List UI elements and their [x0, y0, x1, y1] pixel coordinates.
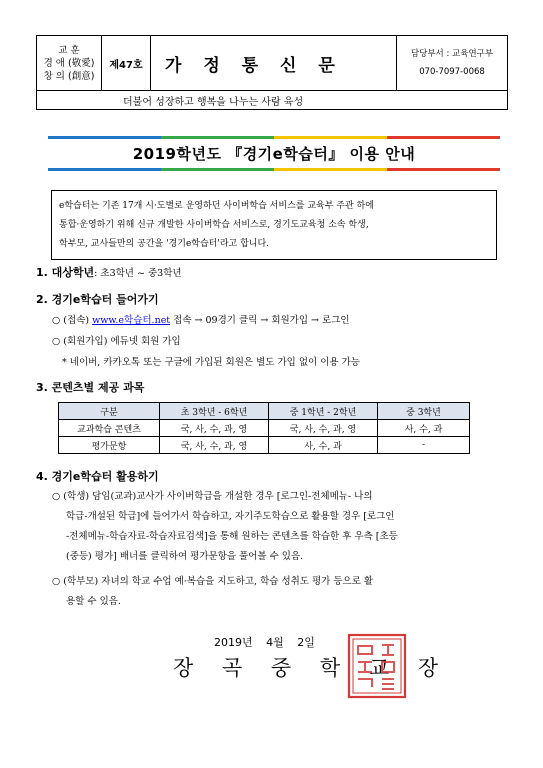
motto-label: 교 훈: [58, 44, 80, 56]
table-cell: 평가문항: [59, 437, 160, 454]
motto-cell: [37, 36, 102, 91]
parent-paragraph: [52, 572, 512, 612]
table-cell: 국, 사, 수, 과, 영: [160, 437, 269, 454]
table-cell: 사, 수, 과: [269, 437, 378, 454]
access-prefix: ○ (접속): [52, 315, 93, 326]
access-line: [52, 312, 350, 326]
table-cell: -: [378, 437, 470, 454]
subjects-table: [58, 402, 470, 454]
student-line-1: ○ (학생) 담임(교과)교사가 사이버학급을 개설한 경우 [로그인-전체메뉴- 나의: [52, 491, 373, 502]
intro-line-2: 통합·운영하기 위해 신규 개발한 사이버학습 서비스로, 경기도교육청 소속 학생,: [59, 220, 369, 230]
parent-line-1: ○ (학부모) 자녀의 학교 수업 예·복습을 지도하고, 학습 성취도 평가 등으로 활: [52, 576, 374, 587]
issue-number: 제47호: [102, 36, 151, 91]
newsletter-title: 가 정 통 신 문: [151, 36, 397, 91]
student-paragraph: [52, 487, 512, 567]
dept-name: 담당부서 : 교육연구부: [410, 49, 494, 59]
access-suffix: 접속 → 09경기 클릭 → 회원가입 → 로그인: [170, 315, 350, 326]
section-3-heading: 3. 콘텐츠별 제공 과목: [36, 381, 145, 394]
motto-line-2: 창 의 (創意): [43, 70, 95, 82]
school-seal-icon: [346, 632, 408, 700]
header-cell: 구분: [59, 403, 160, 420]
intro-box: [51, 190, 497, 260]
section-4-heading: 4. 경기e학습터 활용하기: [36, 470, 159, 483]
parent-line-2: 용할 수 있음.: [66, 596, 121, 607]
section-1-heading: 1. 대상학년: [36, 266, 95, 279]
dept-cell: [397, 36, 508, 91]
header-cell: 초 3학년 - 6학년: [160, 403, 269, 420]
table-row: [59, 420, 470, 437]
section-2-heading: 2. 경기e학습터 들어가기: [36, 293, 159, 306]
signup-line: ○ (회원가입) 에듀넷 회원 가입: [52, 336, 181, 347]
student-line-2: 학급-개설된 학급]에 들어가서 학습하고, 자기주도학습으로 활용할 경우 [로그인: [66, 511, 395, 522]
table-cell: 국, 사, 수, 과, 영: [269, 420, 378, 437]
header-cell: 중 1학년 - 2학년: [269, 403, 378, 420]
site-link[interactable]: www.e학습터.net: [92, 315, 171, 326]
section-1-text: : 초3학년 ~ 중3학년: [94, 268, 182, 279]
table-row: [59, 437, 470, 454]
table-header-row: [59, 403, 470, 420]
main-title: 2019학년도 『경기e학습터』 이용 안내: [132, 145, 416, 163]
issue-date: 2019년 4월 2일: [214, 636, 315, 649]
intro-line-1: e학습터는 기존 17개 시·도별로 운영하던 사이버학습 서비스를 교육부 주관 하에: [59, 201, 374, 211]
header-table: [36, 35, 508, 110]
dept-phone: 070-7097-0068: [419, 67, 485, 77]
color-bar-bottom: [48, 168, 500, 171]
intro-line-3: 학부모, 교사들만의 공간을 '경기e학습터'라고 합니다.: [59, 239, 270, 249]
table-cell: 국, 사, 수, 과, 영: [160, 420, 269, 437]
table-cell: 교과학습 콘텐츠: [59, 420, 160, 437]
student-line-4: (중등) 평가] 배너를 클릭하여 평가문항을 풀어볼 수 있음.: [66, 551, 304, 562]
note-line: * 네이버, 카카오톡 또는 구글에 가입된 회원은 별도 가입 없이 이용 가능: [62, 357, 360, 368]
header-cell: 중 3학년: [378, 403, 470, 420]
principal-signature: 장 곡 중 학 교 장: [173, 656, 450, 680]
section-1: [36, 264, 182, 280]
table-cell: 사, 수, 과: [378, 420, 470, 437]
color-bar-top: [48, 136, 500, 139]
motto-line-1: 경 애 (敬愛): [43, 57, 95, 69]
slogan: 더불어 성장하고 행복을 나누는 사람 육성: [37, 91, 508, 110]
student-line-3: -전체메뉴-학습자료-학습자료검색]을 통해 원하는 콘텐츠를 학습한 후 우측 [초등: [66, 531, 398, 542]
